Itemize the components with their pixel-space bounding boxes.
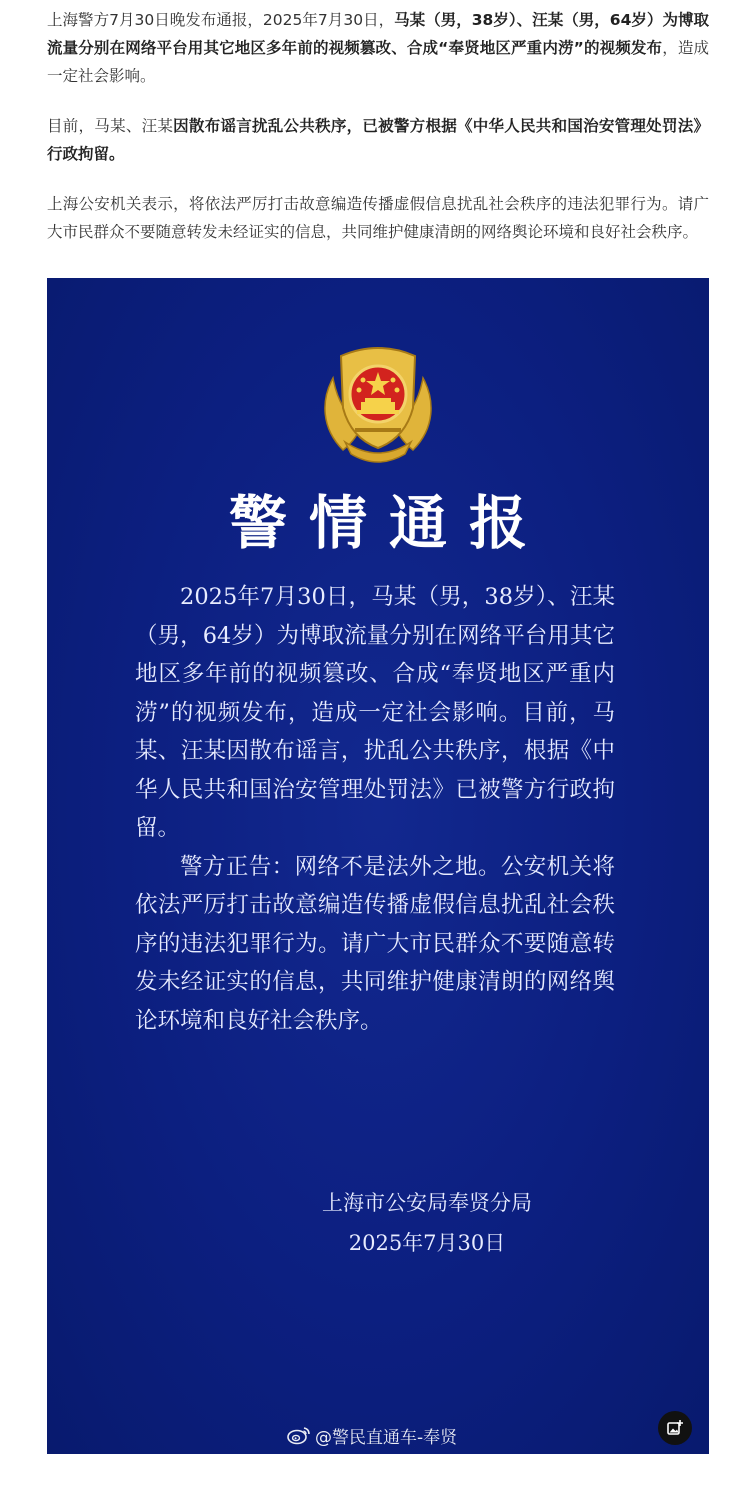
- article-paragraph-2: [47, 112, 709, 168]
- signature-date: 2025年7月30日: [348, 1231, 506, 1255]
- bold-text: 因散布谣言扰乱公共秩序，已被警方根据《中华人民共和国治安管理处罚法》行政拘留。: [47, 117, 709, 163]
- poster-body: [135, 578, 615, 1040]
- image-edit-icon: [666, 1419, 684, 1437]
- poster-paragraph-1: 2025年7月30日，马某（男，38岁）、汪某（男，64岁）为博取流量分别在网络平台用其它地区多年前的视频篡改、合成“奉贤地区严重内涝”的视频发布，造成一定社会影响。目前，马某、汪某因散布谣言，扰乱公共秩序，根据《中华人民共和国治安管理处罚法》已被警方行政拘留。: [135, 584, 615, 841]
- image-edit-button[interactable]: [658, 1411, 692, 1445]
- text: 上海警方7月30日晚发布通报，2025年7月30日，: [47, 11, 395, 29]
- bold-text: 马某（男，38岁）、汪某（男，64岁）为博取流量分别在网络平台用其它地区多年前的视频篡改、合成“奉贤地区严重内涝”的视频发布: [47, 11, 709, 57]
- article-paragraph-3: 上海公安机关表示，将依法严厉打击故意编造传播虚假信息扰乱社会秩序的违法犯罪行为。请广大市民群众不要随意转发未经证实的信息，共同维护健康清朗的网络舆论环境和良好社会秩序。: [47, 195, 709, 241]
- text: 目前，马某、汪某: [47, 117, 174, 135]
- police-emblem-icon: [313, 338, 443, 466]
- signature: [297, 1183, 557, 1263]
- poster-paragraph-2: 警方正告：网络不是法外之地。公安机关将依法严厉打击故意编造传播虚假信息扰乱社会秩序的违法犯罪行为。请广大市民群众不要随意转发未经证实的信息，共同维护健康清朗的网络舆论环境和良好社会秩序。: [135, 853, 615, 1034]
- article-paragraph-1: [47, 6, 709, 90]
- text: ，造成一定社会影响。: [47, 39, 709, 85]
- weibo-icon: [287, 1425, 311, 1445]
- signature-org: 上海市公安局奉贤分局: [322, 1191, 532, 1215]
- police-notice-image[interactable]: [47, 278, 709, 1454]
- poster-title: 警情通报: [228, 489, 549, 557]
- article-text: [47, 6, 709, 268]
- watermark-text: @警民直通车-奉贤: [315, 1427, 458, 1448]
- weibo-watermark: [287, 1422, 457, 1448]
